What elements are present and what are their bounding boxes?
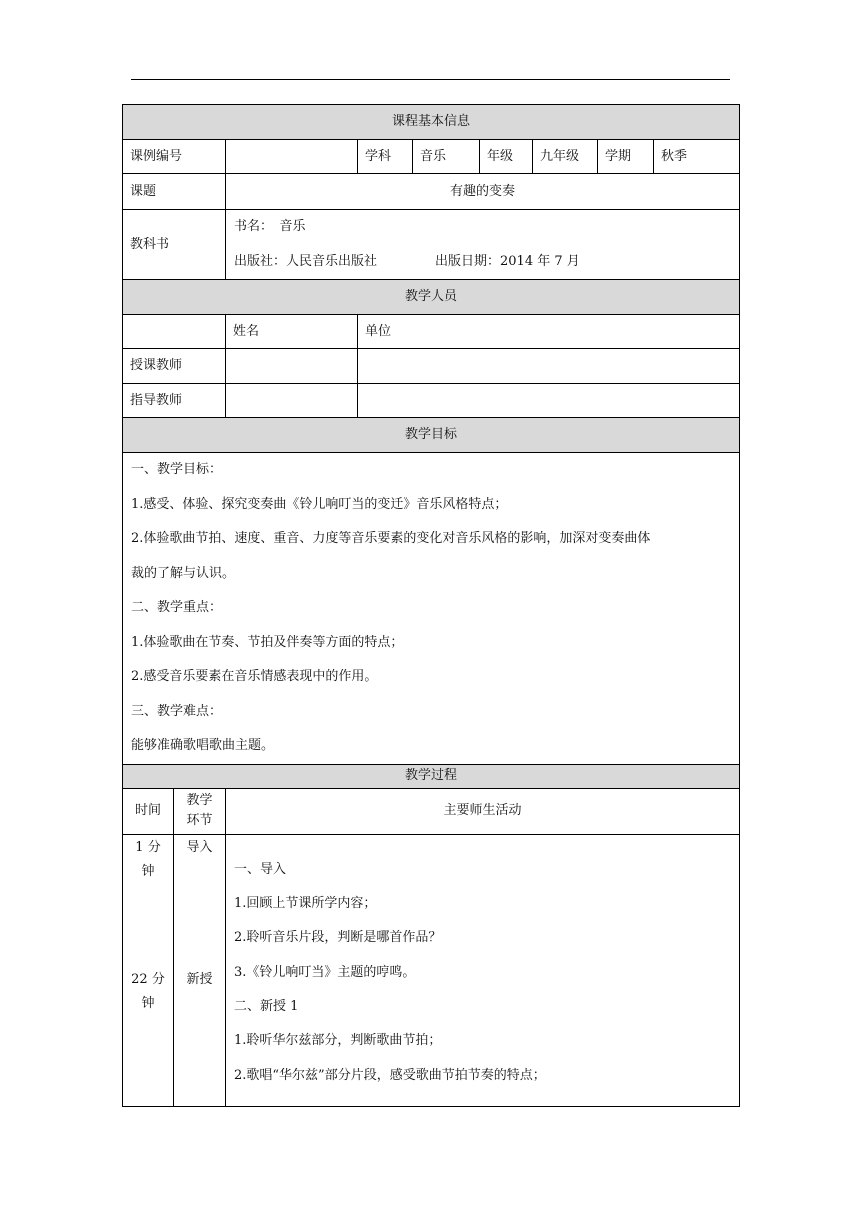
objective-line: 2.体验歌曲节拍、速度、重音、力度等音乐要素的变化对音乐风格的影响，加深对变奏曲体 [131, 531, 651, 546]
stage-intro: 导入 [186, 839, 213, 855]
activity-line: 3.《铃儿响叮当》主题的哼鸣。 [234, 964, 416, 980]
publisher: 出版社：人民音乐出版社 [234, 253, 378, 269]
time-new-lesson: 22 分 [131, 971, 165, 987]
objective-line: 2.感受音乐要素在音乐情感表现中的作用。 [131, 669, 378, 684]
case-number-label: 课例编号 [123, 140, 226, 174]
unit-column-header: 单位 [358, 315, 740, 349]
publication-date: 出版日期：2014 年 7 月 [435, 253, 580, 269]
section-teaching-process: 教学过程 [123, 764, 740, 788]
activity-line: 二、新授 1 [234, 999, 299, 1015]
activity-line: 2.歌唱“华尔兹”部分片段，感受歌曲节拍节奏的特点； [234, 1067, 546, 1083]
time-intro: 1 分 [135, 839, 161, 855]
section-teaching-objectives: 教学目标 [123, 418, 740, 453]
time-cell: 1 分 钟 22 分 钟 [123, 834, 174, 1106]
advisor-label: 指导教师 [123, 384, 226, 418]
textbook-details [226, 210, 740, 280]
textbook-label: 教科书 [123, 210, 226, 280]
objective-line: 二、教学重点： [131, 600, 223, 615]
case-number-value [226, 140, 358, 174]
activity-line: 一、导入 [234, 861, 287, 877]
section-basic-info: 课程基本信息 [123, 105, 740, 140]
activity-content [226, 834, 740, 1106]
activity-line: 1.回顾上节课所学内容； [234, 895, 377, 911]
term-label: 学期 [598, 140, 654, 174]
objective-line: 裁的了解与认识。 [131, 565, 236, 581]
time-column-header: 时间 [123, 788, 174, 834]
objectives-content [123, 453, 740, 765]
book-name: 书名： 音乐 [234, 219, 306, 234]
activity-line: 2.聆听音乐片段，判断是哪首作品？ [234, 930, 442, 946]
topic-label: 课题 [123, 174, 226, 210]
term-value: 秋季 [654, 140, 740, 174]
activity-line: 1.聆听华尔兹部分，判断歌曲节拍； [234, 1033, 442, 1049]
publisher-line [234, 245, 731, 280]
name-column-header: 姓名 [226, 315, 358, 349]
objective-line: 能够准确歌唱歌曲主题。 [131, 738, 275, 753]
activity-column-header: 主要师生活动 [226, 788, 740, 834]
lecturer-label: 授课教师 [123, 349, 226, 384]
section-teaching-staff: 教学人员 [123, 280, 740, 315]
objective-line: 三、教学难点： [131, 703, 223, 719]
grade-label: 年级 [480, 140, 533, 174]
objective-line: 一、教学目标： [131, 462, 223, 477]
objective-line: 1.体验歌曲在节奏、节拍及伴奏等方面的特点； [131, 634, 404, 650]
subject-value: 音乐 [413, 140, 480, 174]
lesson-info-table [122, 104, 740, 1107]
topic-value: 有趣的变奏 [226, 174, 740, 210]
stage-new-lesson: 新授 [186, 971, 213, 987]
stage-column-header: 教学 环节 [174, 788, 226, 834]
subject-label: 学科 [358, 140, 413, 174]
stage-cell [174, 834, 226, 1106]
grade-value: 九年级 [533, 140, 598, 174]
header-rule [131, 79, 730, 80]
objective-line: 1.感受、体验、探究变奏曲《铃儿响叮当的变迁》音乐风格特点； [131, 496, 508, 512]
